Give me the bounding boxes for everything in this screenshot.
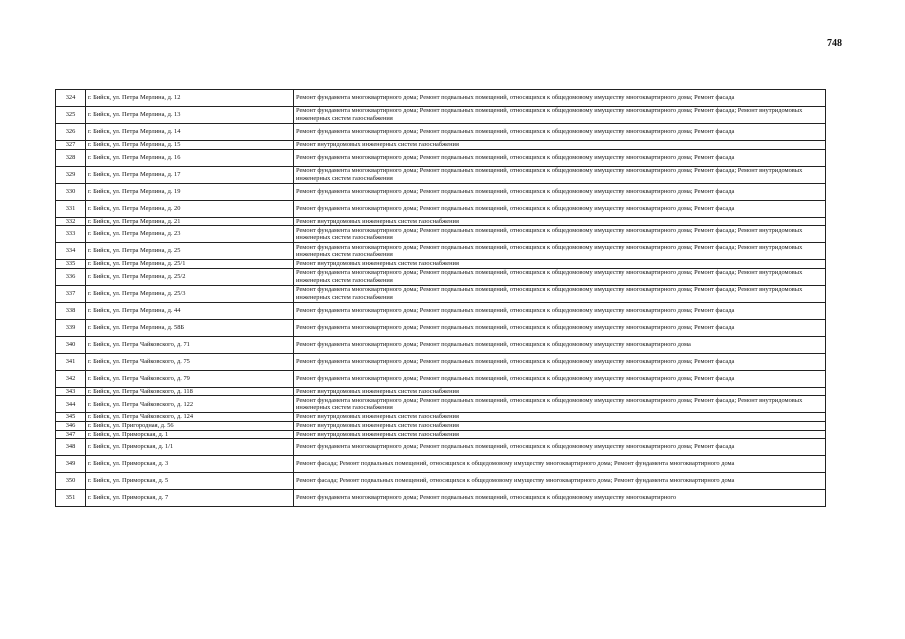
- address-cell: г. Бийск, ул. Петра Мерлина, д. 23: [86, 226, 294, 243]
- address-cell: г. Бийск, ул. Петра Чайковского, д. 79: [86, 370, 294, 387]
- table-row: [56, 200, 826, 217]
- address-cell: г. Бийск, ул. Петра Мерлина, д. 25/1: [86, 260, 294, 269]
- works-cell: Ремонт фундамента многоквартирного дома; Ремонт подвальных помещений, относящихся к общедомовому имуществу многоквартирного дома; Ремонт фасада; Ремонт внутридомовых инженерных систем газоснабжения: [294, 107, 826, 124]
- works-cell: Ремонт внутридомовых инженерных систем газоснабжения: [294, 421, 826, 430]
- table-row: [56, 421, 826, 430]
- row-number-cell: 337: [56, 285, 86, 302]
- row-number-cell: 325: [56, 107, 86, 124]
- row-number-cell: 338: [56, 302, 86, 319]
- row-number-cell: 344: [56, 396, 86, 413]
- works-cell: Ремонт внутридомовых инженерных систем газоснабжения: [294, 413, 826, 422]
- address-cell: г. Бийск, ул. Петра Мерлина, д. 16: [86, 149, 294, 166]
- row-number-cell: 349: [56, 456, 86, 473]
- table-row: [56, 217, 826, 226]
- row-number-cell: 335: [56, 260, 86, 269]
- row-number-cell: 336: [56, 268, 86, 285]
- table-row: [56, 370, 826, 387]
- table-row: [56, 430, 826, 439]
- address-cell: г. Бийск, ул. Петра Мерлина, д. 14: [86, 124, 294, 141]
- table-row: [56, 226, 826, 243]
- row-number-cell: 329: [56, 166, 86, 183]
- works-cell: Ремонт фундамента многоквартирного дома; Ремонт подвальных помещений, относящихся к общедомовому имуществу многоквартирного дома; Ремонт фасада; Ремонт внутридомовых инженерных систем газоснабжения: [294, 285, 826, 302]
- table-row: [56, 490, 826, 507]
- row-number-cell: 331: [56, 200, 86, 217]
- row-number-cell: 340: [56, 336, 86, 353]
- address-cell: г. Бийск, ул. Петра Мерлина, д. 17: [86, 166, 294, 183]
- row-number-cell: 343: [56, 387, 86, 396]
- address-cell: г. Бийск, ул. Петра Мерлина, д. 15: [86, 141, 294, 150]
- address-cell: г. Бийск, ул. Петра Мерлина, д. 21: [86, 217, 294, 226]
- address-cell: г. Бийск, ул. Приморская, д. 5: [86, 473, 294, 490]
- address-cell: г. Бийск, ул. Петра Чайковского, д. 75: [86, 353, 294, 370]
- table-row: [56, 141, 826, 150]
- works-cell: Ремонт фундамента многоквартирного дома; Ремонт подвальных помещений, относящихся к общедомовому имуществу многоквартирного дома; Ремонт фасада; Ремонт внутридомовых инженерных систем газоснабжения: [294, 396, 826, 413]
- address-cell: г. Бийск, ул. Петра Мерлина, д. 44: [86, 302, 294, 319]
- works-cell: Ремонт фундамента многоквартирного дома; Ремонт подвальных помещений, относящихся к общедомовому имуществу многоквартирного дома; Ремонт фасада: [294, 319, 826, 336]
- row-number-cell: 351: [56, 490, 86, 507]
- row-number-cell: 348: [56, 439, 86, 456]
- address-cell: г. Бийск, ул. Петра Чайковского, д. 124: [86, 413, 294, 422]
- table-row: [56, 439, 826, 456]
- address-cell: г. Бийск, ул. Петра Мерлина, д. 25/2: [86, 268, 294, 285]
- address-cell: г. Бийск, ул. Петра Мерлина, д. 12: [86, 90, 294, 107]
- address-cell: г. Бийск, ул. Петра Чайковского, д. 122: [86, 396, 294, 413]
- address-cell: г. Бийск, ул. Петра Мерлина, д. 58Б: [86, 319, 294, 336]
- works-cell: Ремонт фундамента многоквартирного дома; Ремонт подвальных помещений, относящихся к общедомовому имуществу многоквартирного дома; Ремонт фасада: [294, 200, 826, 217]
- table-row: [56, 353, 826, 370]
- row-number-cell: 341: [56, 353, 86, 370]
- works-cell: Ремонт внутридомовых инженерных систем газоснабжения: [294, 260, 826, 269]
- works-cell: Ремонт фасада; Ремонт подвальных помещений, относящихся к общедомовому имуществу многоквартирного дома; Ремонт фундамента многоквартирного дома: [294, 473, 826, 490]
- works-cell: Ремонт фундамента многоквартирного дома; Ремонт подвальных помещений, относящихся к общедомовому имуществу многоквартирного дома; Ремонт фасада: [294, 370, 826, 387]
- row-number-cell: 342: [56, 370, 86, 387]
- address-cell: г. Бийск, ул. Приморская, д. 3: [86, 456, 294, 473]
- address-cell: г. Бийск, ул. Приморская, д. 7: [86, 490, 294, 507]
- table-row: [56, 285, 826, 302]
- works-cell: Ремонт внутридомовых инженерных систем газоснабжения: [294, 430, 826, 439]
- row-number-cell: 333: [56, 226, 86, 243]
- table-row: [56, 183, 826, 200]
- works-cell: Ремонт фундамента многоквартирного дома; Ремонт подвальных помещений, относящихся к общедомовому имуществу многоквартирного дома; Ремонт фасада; Ремонт внутридомовых инженерных систем газоснабжения: [294, 226, 826, 243]
- row-number-cell: 332: [56, 217, 86, 226]
- row-number-cell: 339: [56, 319, 86, 336]
- table-row: [56, 260, 826, 269]
- row-number-cell: 326: [56, 124, 86, 141]
- table-row: [56, 336, 826, 353]
- table-row: [56, 107, 826, 124]
- works-cell: Ремонт фундамента многоквартирного дома; Ремонт подвальных помещений, относящихся к общедомовому имуществу многоквартирного дома: [294, 336, 826, 353]
- row-number-cell: 327: [56, 141, 86, 150]
- works-cell: Ремонт фундамента многоквартирного дома; Ремонт подвальных помещений, относящихся к общедомовому имуществу многоквартирного дома; Ремонт фасада; Ремонт внутридомовых инженерных систем газоснабжения: [294, 268, 826, 285]
- address-cell: г. Бийск, ул. Пригородная, д. 56: [86, 421, 294, 430]
- table-row: [56, 387, 826, 396]
- table-row: [56, 243, 826, 260]
- address-cell: г. Бийск, ул. Петра Мерлина, д. 20: [86, 200, 294, 217]
- works-cell: Ремонт внутридомовых инженерных систем газоснабжения: [294, 141, 826, 150]
- works-cell: Ремонт фундамента многоквартирного дома; Ремонт подвальных помещений, относящихся к общедомовому имуществу многоквартирного дома; Ремонт фасада: [294, 149, 826, 166]
- table-row: [56, 319, 826, 336]
- table-row: [56, 413, 826, 422]
- page-number: 748: [827, 38, 842, 49]
- row-number-cell: 324: [56, 90, 86, 107]
- table-body: [56, 90, 826, 507]
- address-cell: г. Бийск, ул. Приморская, д. 1: [86, 430, 294, 439]
- address-cell: г. Бийск, ул. Петра Мерлина, д. 19: [86, 183, 294, 200]
- row-number-cell: 347: [56, 430, 86, 439]
- table-row: [56, 396, 826, 413]
- table-row: [56, 456, 826, 473]
- address-cell: г. Бийск, ул. Петра Мерлина, д. 13: [86, 107, 294, 124]
- address-cell: г. Бийск, ул. Петра Мерлина, д. 25: [86, 243, 294, 260]
- table-row: [56, 124, 826, 141]
- address-cell: г. Бийск, ул. Приморская, д. 1/1: [86, 439, 294, 456]
- row-number-cell: 345: [56, 413, 86, 422]
- repair-schedule-table: [55, 89, 826, 507]
- row-number-cell: 334: [56, 243, 86, 260]
- works-cell: Ремонт внутридомовых инженерных систем газоснабжения: [294, 217, 826, 226]
- works-cell: Ремонт фасада; Ремонт подвальных помещений, относящихся к общедомовому имуществу многоквартирного дома; Ремонт фундамента многоквартирного дома: [294, 456, 826, 473]
- works-cell: Ремонт фундамента многоквартирного дома; Ремонт подвальных помещений, относящихся к общедомовому имуществу многоквартирного дома; Ремонт фасада; Ремонт внутридомовых инженерных систем газоснабжения: [294, 243, 826, 260]
- table-row: [56, 268, 826, 285]
- address-cell: г. Бийск, ул. Петра Чайковского, д. 71: [86, 336, 294, 353]
- table-row: [56, 473, 826, 490]
- works-cell: Ремонт фундамента многоквартирного дома; Ремонт подвальных помещений, относящихся к общедомовому имуществу многоквартирного дома; Ремонт фасада: [294, 439, 826, 456]
- works-cell: Ремонт фундамента многоквартирного дома; Ремонт подвальных помещений, относящихся к общедомовому имуществу многоквартирного дома; Ремонт фасада: [294, 302, 826, 319]
- works-cell: Ремонт фундамента многоквартирного дома; Ремонт подвальных помещений, относящихся к общедомовому имуществу многоквартирного дома; Ремонт фасада: [294, 90, 826, 107]
- works-cell: Ремонт фундамента многоквартирного дома; Ремонт подвальных помещений, относящихся к общедомовому имуществу многоквартирного дома; Ремонт фасада; Ремонт внутридомовых инженерных систем газоснабжения: [294, 166, 826, 183]
- row-number-cell: 350: [56, 473, 86, 490]
- works-cell: Ремонт фундамента многоквартирного дома; Ремонт подвальных помещений, относящихся к общедомовому имуществу многоквартирного дома; Ремонт фасада: [294, 124, 826, 141]
- works-cell: Ремонт внутридомовых инженерных систем газоснабжения: [294, 387, 826, 396]
- works-cell: Ремонт фундамента многоквартирного дома; Ремонт подвальных помещений, относящихся к общедомовому имуществу многоквартирного дома; Ремонт фасада: [294, 183, 826, 200]
- table-row: [56, 90, 826, 107]
- row-number-cell: 328: [56, 149, 86, 166]
- row-number-cell: 346: [56, 421, 86, 430]
- row-number-cell: 330: [56, 183, 86, 200]
- table-row: [56, 166, 826, 183]
- table-row: [56, 149, 826, 166]
- address-cell: г. Бийск, ул. Петра Чайковского, д. 118: [86, 387, 294, 396]
- works-cell: Ремонт фундамента многоквартирного дома; Ремонт подвальных помещений, относящихся к общедомовому имуществу многоквартирного дома; Ремонт фасада: [294, 353, 826, 370]
- works-cell: Ремонт фундамента многоквартирного дома; Ремонт подвальных помещений, относящихся к общедомовому имуществу многоквартирного: [294, 490, 826, 507]
- address-cell: г. Бийск, ул. Петра Мерлина, д. 25/3: [86, 285, 294, 302]
- table-row: [56, 302, 826, 319]
